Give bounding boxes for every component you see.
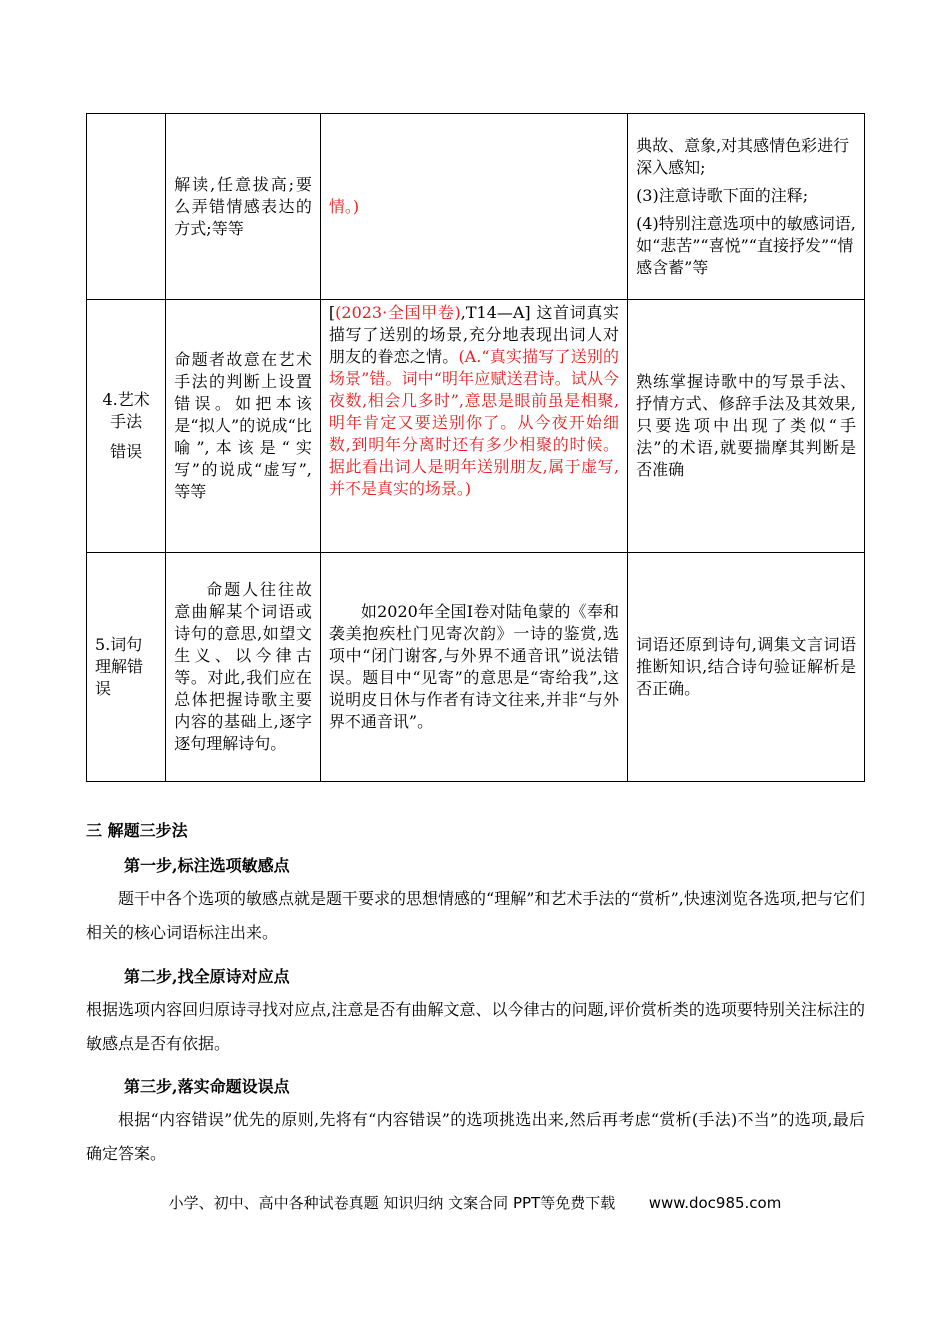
footer-link[interactable]: www.doc985.com (648, 1194, 782, 1212)
row2-method-cell: 熟练掌握诗歌中的写景手法、抒情方式、修辞手法及其效果,只要选项中出现了类似“手法”的术语,就要揣摩其判断是否准确 (628, 300, 865, 553)
step1-paragraph: 题干中各个选项的敏感点就是题干要求的思想情感的“理解”和艺术手法的“赏析”,快速浏览各选项,把与它们相关的核心词语标注出来。 (86, 889, 865, 942)
method-line: 典故、意象,对其感情色彩进行深入感知; (636, 135, 850, 177)
row1-description-cell: 解读,任意拔高;要么弄错情感表达的方式;等等 (166, 114, 321, 300)
step2-heading: 第二步,找全原诗对应点 (124, 967, 290, 986)
table-row (87, 553, 865, 782)
page-footer (0, 1192, 950, 1213)
method-line: (4)特别注意选项中的敏感词语,如“悲苦”“喜悦”“直接抒发”“情感含蓄”等 (636, 213, 856, 277)
table-row (87, 300, 865, 553)
row3-type-cell: 5.词句理解错误 (87, 553, 166, 782)
footer-text: 小学、初中、高中各种试卷真题 知识归纳 文案合同 PPT等免费下载 (168, 1194, 616, 1212)
row1-type-cell (87, 114, 166, 300)
source-bracket: [ (328, 303, 336, 322)
section-title: 三 解题三步法 (86, 821, 188, 840)
step1-heading: 第一步,标注选项敏感点 (124, 856, 290, 875)
step3-paragraph: 根据“内容错误”优先的原则,先将有“内容错误”的选项挑选出来,然后再考虑“赏析(手法)不当”的选项,最后确定答案。 (86, 1110, 865, 1163)
row2-description-cell: 命题者故意在艺术手法的判断上设置错误。如把本该是“拟人”的说成“比喻”,本该是“实写”的说成“虚写”,等等 (166, 300, 321, 553)
row1-example-cell: 情。) (320, 114, 627, 300)
type-label: 4.艺术手法 (102, 390, 150, 431)
row3-description-cell: 命题人往往故意曲解某个词语或诗句的意思,如望文生义、以今律古等。对此,我们应在总体把握诗歌主要内容的基础上,逐字逐句理解诗句。 (166, 553, 321, 782)
row1-method-cell (628, 114, 865, 300)
row3-method-cell: 词语还原到诗句,调集文言词语推断知识,结合诗句验证解析是否正确。 (628, 553, 865, 782)
example-text: ,T14—A] 这首词真实描写了送别的场景,充分地表现出词人对朋友的眷恋之情。 (328, 303, 620, 366)
table-row (87, 114, 865, 300)
step2-paragraph: 根据选项内容回归原诗寻找对应点,注意是否有曲解文意、以今律古的问题,评价赏析类的选项要特别关注标注的敏感点是否有依据。 (86, 1000, 865, 1053)
content-table (86, 113, 865, 782)
row3-example-cell: 如2020年全国Ⅰ卷对陆龟蒙的《奉和袭美抱疾杜门见寄次韵》一诗的鉴赏,选项中“闭门谢客,与外界不通音讯”说法错误。题目中“见寄”的意思是“寄给我”,这说明皮日休与作者有诗文往来,并非“与外界不通音讯”。 (320, 553, 627, 782)
step3-heading: 第三步,落实命题设误点 (124, 1077, 290, 1096)
example-analysis: (A.“真实描写了送别的场景”错。词中“明年应赋送君诗。试从今夜数,相会几多时”,意思是眼前虽是相聚,明年肯定又要送别你了。从今夜开始细数,到明年分离时还有多少相聚的时候。据此看出词人是明年送别朋友,属于虚写,并不是真实的场景。) (328, 347, 620, 498)
source-label: (2023·全国甲卷) (335, 303, 461, 322)
method-line: (3)注意诗歌下面的注释; (636, 185, 809, 205)
row2-example-cell (320, 300, 627, 553)
row2-type-cell (87, 300, 166, 553)
type-label: 错误 (110, 442, 143, 461)
